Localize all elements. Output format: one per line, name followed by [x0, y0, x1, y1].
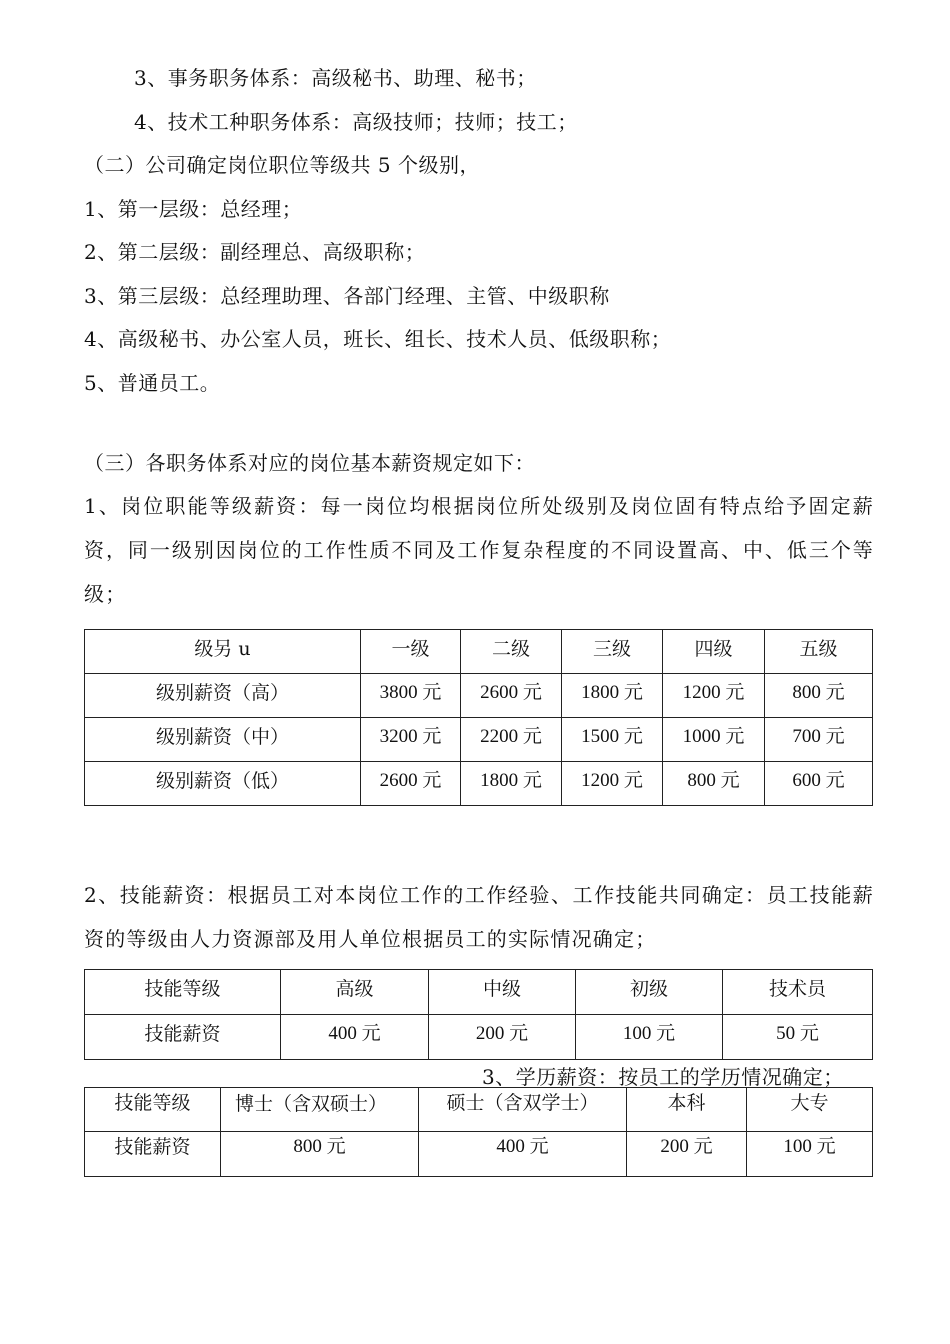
- table-cell: 2200 元: [461, 718, 562, 762]
- table-header-row: [85, 970, 873, 1015]
- section-heading: 3、学历薪资：按员工的学历情况确定；: [482, 1065, 844, 1089]
- table-cell: 1800 元: [461, 762, 562, 806]
- doctorate-label: 博士（含双硕士）: [235, 1093, 388, 1115]
- text-line: 5、普通员工。: [84, 371, 221, 395]
- table-row: [85, 718, 873, 762]
- table-cell: 技能薪资: [85, 1132, 221, 1177]
- paragraph-position-salary: 1、岗位职能等级薪资：每一岗位均根据岗位所处级别及岗位固有特点给予固定薪资，同一级别因岗位的工作性质不同及工作复杂程度的不同设置高、中、低三个等级；: [84, 494, 874, 606]
- table-header-cell: [221, 1088, 419, 1132]
- table-cell: 2600 元: [361, 762, 461, 806]
- table-cell: 100 元: [576, 1015, 723, 1060]
- table-cell: 1800 元: [562, 674, 663, 718]
- table-row: [85, 1132, 873, 1177]
- table-header-cell: 本科: [627, 1088, 747, 1132]
- table-header-cell: 五级: [765, 630, 873, 674]
- table-cell: 级别薪资（中）: [85, 718, 361, 762]
- table-cell: 3200 元: [361, 718, 461, 762]
- table-cell: 3800 元: [361, 674, 461, 718]
- table-header-cell: 大专: [747, 1088, 873, 1132]
- table-header-cell: 技能等级: [85, 1088, 221, 1132]
- level-salary-table: [84, 629, 873, 806]
- table-cell: 800 元: [663, 762, 765, 806]
- table-cell: 2600 元: [461, 674, 562, 718]
- table-header-cell: 技能等级: [85, 970, 281, 1015]
- table-header-cell: 四级: [663, 630, 765, 674]
- table-cell: 400 元: [419, 1132, 627, 1177]
- table-header-cell: 一级: [361, 630, 461, 674]
- table-header-cell: 中级: [429, 970, 576, 1015]
- table-row: [85, 1015, 873, 1060]
- text-line: 2、第二层级：副经理总、高级职称；: [84, 240, 426, 264]
- table-header-cell: 级另 u: [85, 630, 361, 674]
- table-cell: 技能薪资: [85, 1015, 281, 1060]
- table-cell: 800 元: [765, 674, 873, 718]
- table-header-cell: 初级: [576, 970, 723, 1015]
- table-cell: 50 元: [723, 1015, 873, 1060]
- skill-salary-table: [84, 969, 873, 1060]
- table-cell: 600 元: [765, 762, 873, 806]
- table-cell: 1200 元: [663, 674, 765, 718]
- table-header-cell: 三级: [562, 630, 663, 674]
- table-header-cell: 二级: [461, 630, 562, 674]
- table-cell: 200 元: [627, 1132, 747, 1177]
- text-line: 3、第三层级：总经理助理、各部门经理、主管、中级职称: [84, 284, 610, 308]
- table-cell: 1200 元: [562, 762, 663, 806]
- table-cell: 1500 元: [562, 718, 663, 762]
- table-cell: 100 元: [747, 1132, 873, 1177]
- section-heading: （二）公司确定岗位职位等级共 5 个级别，: [84, 153, 480, 177]
- table-header-cell: 高级: [281, 970, 429, 1015]
- table-row: [85, 762, 873, 806]
- section-heading: （三）各职务体系对应的岗位基本薪资规定如下：: [84, 451, 535, 475]
- table-cell: 1000 元: [663, 718, 765, 762]
- education-salary-table: [84, 1087, 873, 1177]
- table-header-cell: 硕士（含双学士）: [419, 1088, 627, 1132]
- text-line: 3、事务职务体系：高级秘书、助理、秘书；: [134, 66, 537, 90]
- text-line: 4、高级秘书、办公室人员，班长、组长、技术人员、低级职称；: [84, 327, 672, 351]
- table-header-row: [85, 1088, 873, 1132]
- table-cell: 200 元: [429, 1015, 576, 1060]
- paragraph-skill-salary: 2、技能薪资：根据员工对本岗位工作的工作经验、工作技能共同确定：员工技能薪资的等级由人力资源部及用人单位根据员工的实际情况确定；: [84, 883, 874, 951]
- table-header-cell: 技术员: [723, 970, 873, 1015]
- table-cell: 级别薪资（低）: [85, 762, 361, 806]
- text-line: 1、第一层级：总经理；: [84, 197, 303, 221]
- text-line: 4、技术工种职务体系：高级技师；技师；技工；: [134, 110, 578, 134]
- table-header-row: [85, 630, 873, 674]
- table-cell: 700 元: [765, 718, 873, 762]
- table-cell: 400 元: [281, 1015, 429, 1060]
- table-row: [85, 674, 873, 718]
- table-cell: 800 元: [221, 1132, 419, 1177]
- table-cell: 级别薪资（高）: [85, 674, 361, 718]
